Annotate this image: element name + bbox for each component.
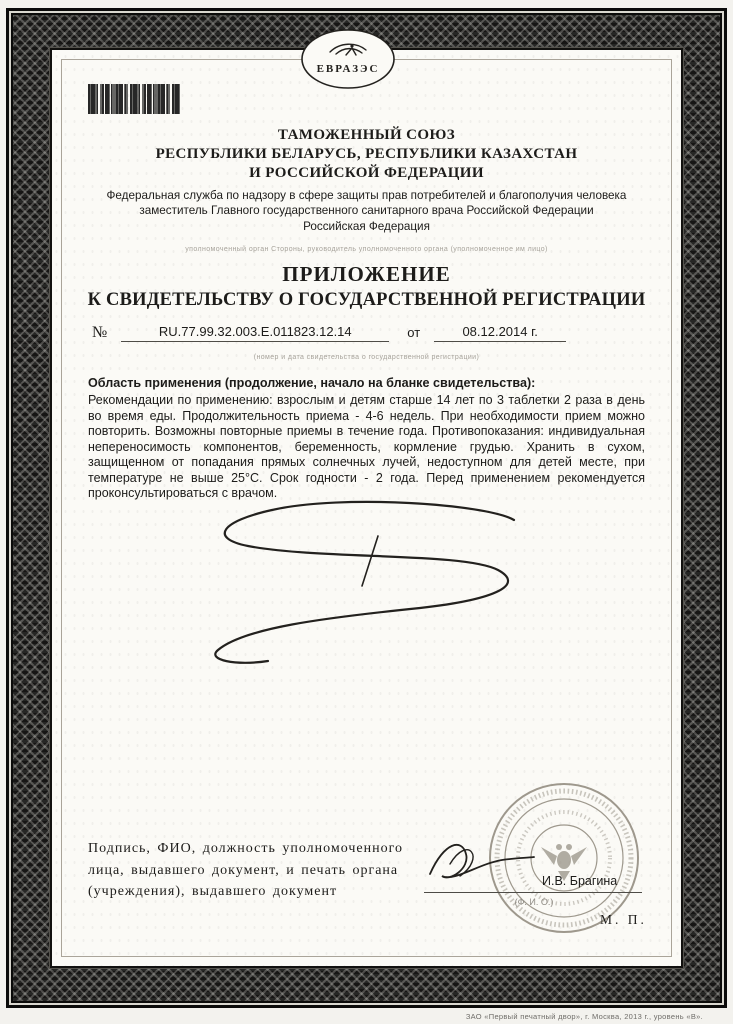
issuing-authority (52, 188, 681, 234)
registration-number: RU.77.99.32.003.Е.011823.12.14 (121, 324, 389, 342)
authority-line1: Федеральная служба по надзору в сфере защиты прав потребителей и благополучия человека (106, 189, 627, 203)
signer-name: И.В. Брагина (542, 874, 618, 888)
application-label: Область применения (продолжение, начало на бланке свидетельства): (88, 376, 536, 390)
signature-caption-line1: Подпись, ФИО, должность уполномоченного (88, 841, 403, 856)
signature-caption-line3: (учреждения), выдавшего документ (88, 884, 338, 900)
logo-oval (302, 30, 394, 88)
title-line2: К СВИДЕТЕЛЬСТВУ О ГОСУДАРСТВЕННОЙ РЕГИСТРАЦИИ (87, 290, 646, 310)
fio-hint: (Ф. И. О.) (514, 897, 554, 907)
signature-loop (450, 850, 473, 876)
application-text: Рекомендации по применению: взрослым и детям старше 14 лет по 3 таблетки 2 раза в день во время еды. Продолжительность приема - 4-6 недель. При необходимости прием можно повторить. Возможны повторные приемы в течение года. Противопоказания: индивидуальная непереносимость компонентов, беременность, кормление грудью. Хранить в сухом, защищенном от попадания прямых солнечных лучей, недоступном для детей месте, при температуре не выше 25°С. Срок годности - 2 года. Перед применением рекомендуется проконсультироваться с врачом. (88, 393, 645, 500)
authority-hint: уполномоченный орган Стороны, руководитель уполномоченного органа (уполномоченное им лицо) (185, 245, 548, 253)
eurasec-logo (300, 28, 396, 90)
logo-text: ЕВРАЗЭС (316, 63, 380, 75)
number-sign-label: № (92, 324, 108, 341)
signature-caption-line2: лица, выдавшего документ, и печать органа (88, 862, 399, 878)
seal-place-mark: М. П. (600, 912, 647, 927)
application-section (88, 376, 645, 502)
registration-number-row (92, 324, 641, 361)
signature-caption (88, 838, 428, 903)
signature-stroke (430, 845, 534, 878)
registration-hint: (номер и дата свидетельства о государственной регистрации) (253, 354, 480, 361)
printer-copyright: ЗАО «Первый печатный двор», г. Москва, 2013 г., уровень «В». (465, 1012, 703, 1021)
from-label: от (407, 325, 421, 340)
signature-line (424, 892, 642, 893)
signature (420, 830, 540, 892)
document-title (52, 262, 681, 311)
signature-flourish (202, 498, 532, 673)
customs-union-line3: И РОССИЙСКОЙ ФЕДЕРАЦИИ (249, 164, 484, 181)
authority-line2: заместитель Главного государственного санитарного врача Российской Федерации (139, 204, 594, 218)
title-line1: ПРИЛОЖЕНИЕ (282, 262, 451, 286)
flourish-tick (362, 536, 378, 586)
document-header (52, 126, 681, 253)
barcode (88, 84, 180, 114)
registration-date: 08.12.2014 г. (434, 324, 566, 342)
authority-line3: Российская Федерация (303, 219, 430, 233)
customs-union-line2: РЕСПУБЛИКИ БЕЛАРУСЬ, РЕСПУБЛИКИ КАЗАХСТАН (155, 145, 578, 162)
flourish-stroke (215, 502, 514, 663)
document-paper (52, 50, 681, 966)
customs-union-line1: ТАМОЖЕННЫЙ СОЮЗ (277, 127, 456, 143)
